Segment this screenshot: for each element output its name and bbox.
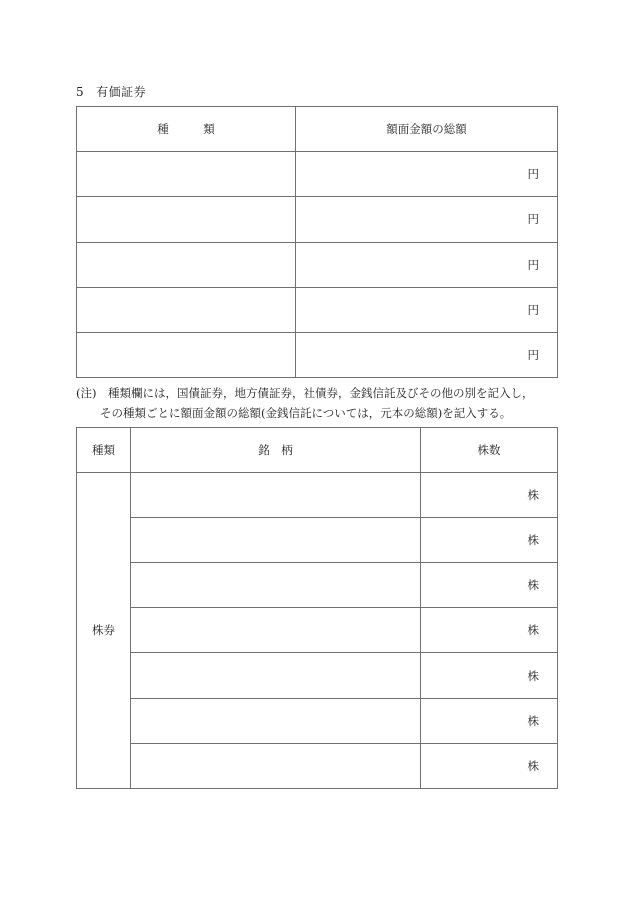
table-row bbox=[77, 152, 558, 197]
note-label: (注) bbox=[76, 386, 97, 400]
section-title bbox=[76, 83, 146, 100]
shares-cell[interactable]: 株 bbox=[421, 473, 558, 518]
issue-name-cell[interactable] bbox=[131, 473, 421, 518]
amount-cell[interactable]: 円 bbox=[296, 242, 558, 287]
shares-cell[interactable]: 株 bbox=[421, 608, 558, 653]
shares-cell[interactable]: 株 bbox=[421, 653, 558, 698]
table-row bbox=[77, 653, 558, 698]
amount-cell[interactable]: 円 bbox=[296, 332, 558, 377]
issue-name-cell[interactable] bbox=[131, 608, 421, 653]
stock-table bbox=[76, 427, 558, 789]
header-face-value-total: 額面金額の総額 bbox=[296, 107, 558, 152]
amount-cell[interactable]: 円 bbox=[296, 152, 558, 197]
note bbox=[76, 383, 566, 423]
table-row bbox=[77, 332, 558, 377]
table-header-row bbox=[77, 428, 558, 473]
amount-cell[interactable]: 円 bbox=[296, 287, 558, 332]
table-row bbox=[77, 563, 558, 608]
table-row bbox=[77, 698, 558, 743]
issue-name-cell[interactable] bbox=[131, 698, 421, 743]
table-row bbox=[77, 608, 558, 653]
note-line-2: その種類ごとに額面金額の総額(金銭信託については，元本の総額)を記入する。 bbox=[100, 406, 512, 420]
table-row bbox=[77, 197, 558, 242]
securities-table bbox=[76, 106, 558, 378]
type-cell[interactable] bbox=[77, 197, 296, 242]
category-cell: 株券 bbox=[77, 473, 131, 789]
header-share-count: 株数 bbox=[421, 428, 558, 473]
issue-name-cell[interactable] bbox=[131, 563, 421, 608]
shares-cell[interactable]: 株 bbox=[421, 743, 558, 788]
header-kind: 種類 bbox=[77, 428, 131, 473]
issue-name-cell[interactable] bbox=[131, 518, 421, 563]
type-cell[interactable] bbox=[77, 242, 296, 287]
type-cell[interactable] bbox=[77, 332, 296, 377]
issue-name-cell[interactable] bbox=[131, 743, 421, 788]
table-row bbox=[77, 743, 558, 788]
shares-cell[interactable]: 株 bbox=[421, 518, 558, 563]
shares-cell[interactable]: 株 bbox=[421, 563, 558, 608]
table-header-row bbox=[77, 107, 558, 152]
note-line-1: (注) 種類欄には，国債証券，地方債証券，社債券，金銭信託及びその他の別を記入し， bbox=[76, 386, 534, 400]
section-heading: 有価証券 bbox=[96, 85, 147, 99]
header-issue-name: 銘 柄 bbox=[131, 428, 421, 473]
shares-cell[interactable]: 株 bbox=[421, 698, 558, 743]
table-row bbox=[77, 287, 558, 332]
header-type: 種 類 bbox=[77, 107, 296, 152]
type-cell[interactable] bbox=[77, 287, 296, 332]
table-row bbox=[77, 473, 558, 518]
issue-name-cell[interactable] bbox=[131, 653, 421, 698]
type-cell[interactable] bbox=[77, 152, 296, 197]
table-row bbox=[77, 518, 558, 563]
table-row bbox=[77, 242, 558, 287]
amount-cell[interactable]: 円 bbox=[296, 197, 558, 242]
section-number: 5 bbox=[76, 85, 85, 99]
